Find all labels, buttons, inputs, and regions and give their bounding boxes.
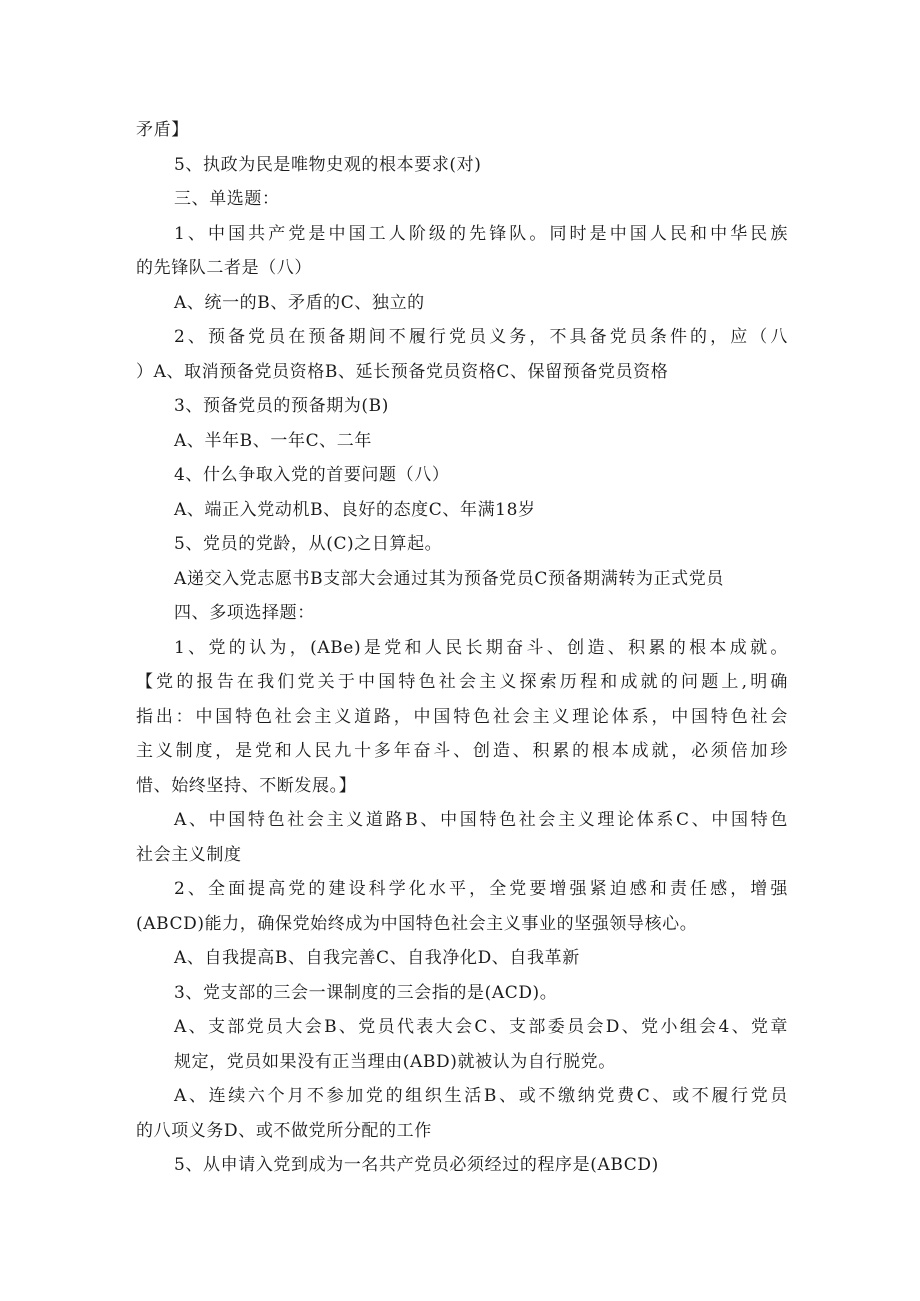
text-line: 2、预备党员在预备期间不履行党员义务，不具备党员条件的，应（八 [174, 327, 788, 347]
text-line: 3、预备党员的预备期为(B) [174, 396, 389, 416]
text-line: A、半年B、一年C、二年 [174, 430, 372, 451]
text-line: 规定，党员如果没有正当理由(ABD)就被认为自行脱党。 [174, 1051, 616, 1072]
text-line: A、端正入党动机B、良好的态度C、年满18岁 [174, 499, 536, 520]
text-line: 四、多项选择题： [174, 603, 315, 623]
text-line: 1、党的认为，(ABe)是党和人民长期奋斗、创造、积累的根本成就。 [174, 637, 788, 658]
document-body [136, 113, 788, 1183]
text-line: (ABCD)能力，确保党始终成为中国特色社会主义事业的坚强领导核心。 [136, 913, 698, 934]
text-line: 主义制度，是党和人民九十多年奋斗、创造、积累的根本成就，必须倍加珍 [136, 741, 788, 761]
text-line: 【党的报告在我们党关于中国特色社会主义探索历程和成就的问题上,明确 [136, 672, 788, 692]
text-line: 5、执政为民是唯物史观的根本要求(对) [174, 154, 482, 175]
text-line: 三、单选题： [174, 189, 280, 209]
text-line: ）A、取消预备党员资格B、延长预备党员资格C、保留预备党员资格 [136, 361, 669, 382]
text-line: 矛盾】 [136, 120, 189, 140]
text-line: 3、党支部的三会一课制度的三会指的是(ACD)。 [174, 982, 558, 1003]
text-line: 指出：中国特色社会主义道路，中国特色社会主义理论体系，中国特色社会 [136, 706, 788, 727]
text-line: 的八项义务D、或不做党所分配的工作 [136, 1120, 432, 1141]
text-line: 1、中国共产党是中国工人阶级的先锋队。同时是中国人民和中华民族 [174, 223, 788, 244]
text-line: A、统一的B、矛盾的C、独立的 [174, 292, 425, 313]
text-line: 的先锋队二者是（八） [136, 258, 312, 278]
text-line: A、连续六个月不参加党的组织生活B、或不缴纳党费C、或不履行党员 [174, 1086, 788, 1106]
text-line: 5、从申请入党到成为一名共产党员必须经过的程序是(ABCD) [174, 1155, 659, 1175]
text-line: A、自我提高B、自我完善C、自我净化D、自我革新 [174, 948, 580, 968]
text-line: 4、什么争取入党的首要问题（八） [174, 465, 450, 485]
text-line: 惜、始终坚持、不断发展。】 [136, 775, 357, 796]
text-line: 5、党员的党龄，从(C)之日算起。 [174, 534, 443, 554]
text-line: 社会主义制度 [136, 844, 242, 865]
text-line: 2、全面提高党的建设科学化水平，全党要增强紧迫感和责任感，增强 [174, 879, 788, 899]
text-line: A递交入党志愿书B支部大会通过其为预备党员C预备期满转为正式党员 [174, 568, 724, 589]
text-line: A、支部党员大会B、党员代表大会C、支部委员会D、党小组会4、党章 [174, 1017, 788, 1037]
text-line: A、中国特色社会主义道路B、中国特色社会主义理论体系C、中国特色 [174, 810, 788, 830]
